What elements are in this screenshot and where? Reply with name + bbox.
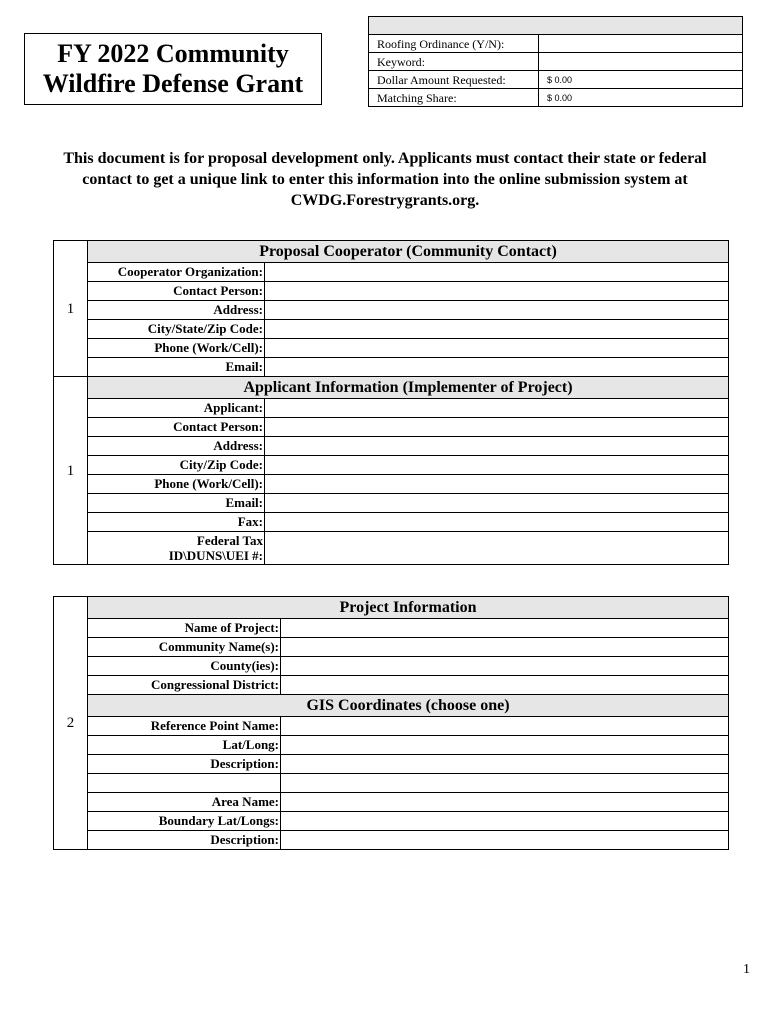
cooperator-org-field[interactable] <box>265 263 729 282</box>
applicant-header: Applicant Information (Implementer of Project) <box>88 377 729 399</box>
cooperator-phone-label: Phone (Work/Cell): <box>88 339 265 358</box>
keyword-label: Keyword: <box>369 53 539 71</box>
community-names-label: Community Name(s): <box>88 638 281 657</box>
lat-long-field[interactable] <box>281 736 729 755</box>
applicant-address-field[interactable] <box>265 437 729 456</box>
cooperator-address-label: Address: <box>88 301 265 320</box>
meta-header-row <box>369 17 743 35</box>
congressional-district-label: Congressional District: <box>88 676 281 695</box>
project-section-table <box>53 596 729 850</box>
gis-header: GIS Coordinates (choose one) <box>88 695 729 717</box>
reference-point-name-label: Reference Point Name: <box>88 717 281 736</box>
applicant-tax-id-label <box>88 532 265 565</box>
counties-label: County(ies): <box>88 657 281 676</box>
applicant-section-number: 1 <box>54 377 88 565</box>
title-line-2: Wildfire Defense Grant <box>42 69 304 98</box>
cooperator-contact-field[interactable] <box>265 282 729 301</box>
keyword-field[interactable] <box>539 53 743 71</box>
area-description-label: Description: <box>88 831 281 850</box>
applicant-name-field[interactable] <box>265 399 729 418</box>
applicant-fax-label: Fax: <box>88 513 265 532</box>
dollar-amount-field[interactable]: $ 0.00 <box>539 71 743 89</box>
area-name-label: Area Name: <box>88 793 281 812</box>
applicant-name-label: Applicant: <box>88 399 265 418</box>
applicant-address-label: Address: <box>88 437 265 456</box>
dollar-amount-label: Dollar Amount Requested: <box>369 71 539 89</box>
applicant-phone-label: Phone (Work/Cell): <box>88 475 265 494</box>
cooperator-header: Proposal Cooperator (Community Contact) <box>88 241 729 263</box>
applicant-city-field[interactable] <box>265 456 729 475</box>
form-title <box>24 33 322 105</box>
cooperator-address-field[interactable] <box>265 301 729 320</box>
cooperator-phone-field[interactable] <box>265 339 729 358</box>
cooperator-contact-label: Contact Person: <box>88 282 265 301</box>
area-description-field[interactable] <box>281 831 729 850</box>
applicant-email-field[interactable] <box>265 494 729 513</box>
project-section-number: 2 <box>54 597 88 850</box>
tax-id-label-line-1: Federal Tax <box>196 533 263 548</box>
congressional-district-field[interactable] <box>281 676 729 695</box>
roofing-ordinance-label: Roofing Ordinance (Y/N): <box>369 35 539 53</box>
project-name-field[interactable] <box>281 619 729 638</box>
cooperator-city-field[interactable] <box>265 320 729 339</box>
boundary-lat-longs-field[interactable] <box>281 812 729 831</box>
point-description-field[interactable] <box>281 755 729 774</box>
applicant-email-label: Email: <box>88 494 265 513</box>
community-names-field[interactable] <box>281 638 729 657</box>
area-name-field[interactable] <box>281 793 729 812</box>
reference-point-name-field[interactable] <box>281 717 729 736</box>
project-header: Project Information <box>88 597 729 619</box>
applicant-tax-id-field[interactable] <box>265 532 729 565</box>
tax-id-label-line-2: ID\DUNS\UEI #: <box>168 548 263 563</box>
intro-text: This document is for proposal development only. Applicants must contact their state or federal contact to get a unique link to enter this information into the online submission system at CWDG.Forestrygrants.org. <box>63 150 707 209</box>
point-description-label: Description: <box>88 755 281 774</box>
cooperator-city-label: City/State/Zip Code: <box>88 320 265 339</box>
cooperator-section-number: 1 <box>54 241 88 377</box>
cooperator-org-label: Cooperator Organization: <box>88 263 265 282</box>
cooperator-email-label: Email: <box>88 358 265 377</box>
lat-long-label: Lat/Long: <box>88 736 281 755</box>
cooperator-email-field[interactable] <box>265 358 729 377</box>
matching-share-label: Matching Share: <box>369 89 539 107</box>
project-name-label: Name of Project: <box>88 619 281 638</box>
boundary-lat-longs-label: Boundary Lat/Longs: <box>88 812 281 831</box>
spacer-label <box>88 774 281 793</box>
matching-share-field[interactable]: $ 0.00 <box>539 89 743 107</box>
applicant-contact-label: Contact Person: <box>88 418 265 437</box>
roofing-ordinance-field[interactable] <box>539 35 743 53</box>
page-number: 1 <box>743 962 750 977</box>
counties-field[interactable] <box>281 657 729 676</box>
contact-sections-table <box>53 240 729 565</box>
spacer-field <box>281 774 729 793</box>
title-line-1: FY 2022 Community <box>57 39 289 68</box>
meta-table <box>368 16 743 107</box>
applicant-fax-field[interactable] <box>265 513 729 532</box>
applicant-city-label: City/Zip Code: <box>88 456 265 475</box>
applicant-contact-field[interactable] <box>265 418 729 437</box>
applicant-phone-field[interactable] <box>265 475 729 494</box>
